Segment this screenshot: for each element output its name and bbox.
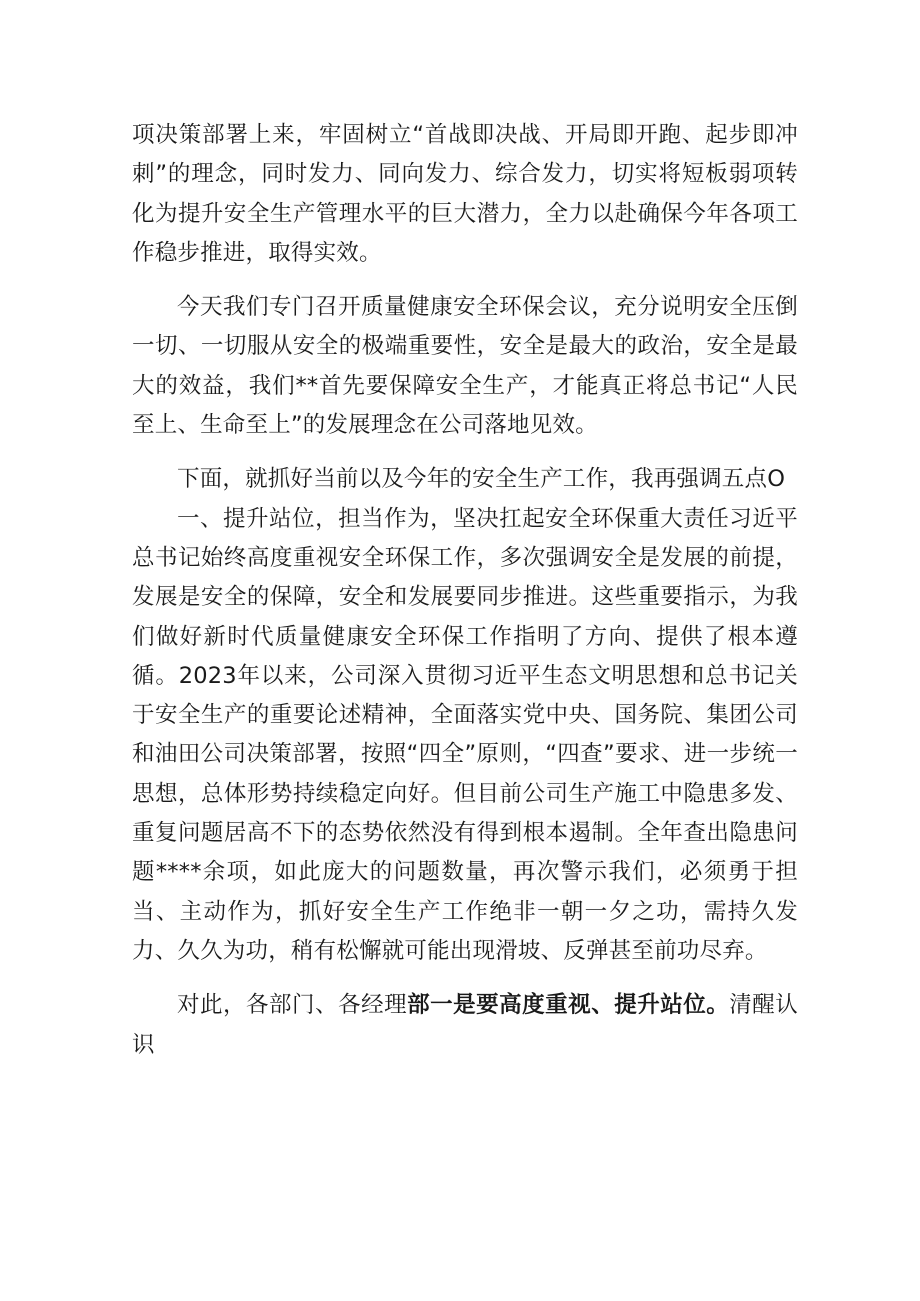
document-body bbox=[132, 116, 798, 1065]
paragraph-departments-lead: 对此，各部门、各经理 bbox=[177, 992, 408, 1019]
paragraph-five-points-intro: 下面，就抓好当前以及今年的安全生产工作，我再强调五点O bbox=[177, 466, 786, 493]
paragraph-departments-tail: 清醒认识 bbox=[132, 992, 798, 1058]
paragraph-departments-bold: 部一是要高度重视、提升站位。 bbox=[407, 992, 730, 1019]
paragraph-section-one: 一、提升站位，担当作为，坚决扛起安全环保重大责任习近平总书记始终高度重视安全环保工作，多次强调安全是发展的前提，发展是安全的保障，安全和发展要同步推进。这些重要指示，为我们做好新时代质量健康安全环保工作指明了方向、提供了根本遵循。2023年以来，公司深入贯彻习近平生态文明思想和总书记关于安全生产的重要论述精神，全面落实党中央、国务院、集团公司和油田公司决策部署，按照“四全”原则，“四查”要求、进一步统一思想，总体形势持续稳定向好。但目前公司生产施工中隐患多发、重复问题居高不下的态势依然没有得到根本遏制。全年查出隐患问题****余项，如此庞大的问题数量，再次警示我们，必须勇于担当、主动作为，抓好安全生产工作绝非一朝一夕之功，需持久发力、久久为功，稍有松懈就可能出现滑坡、反弹甚至前功尽弃。 bbox=[132, 505, 798, 964]
paragraph-departments bbox=[132, 986, 798, 1065]
paragraph-continuation: 项决策部署上来，牢固树立“首战即决战、开局即开跑、起步即冲刺”的理念，同时发力、同向发力、综合发力，切实将短板弱项转化为提升安全生产管理水平的巨大潜力，全力以赴确保今年各项工作稳步推进，取得实效。 bbox=[132, 122, 798, 266]
paragraph-meeting-significance: 今天我们专门召开质量健康安全环保会议，充分说明安全压倒一切、一切服从安全的极端重要性，安全是最大的政治，安全是最大的效益，我们**首先要保障安全生产，才能真正将总书记“人民至上、生命至上”的发展理念在公司落地见效。 bbox=[132, 294, 798, 439]
